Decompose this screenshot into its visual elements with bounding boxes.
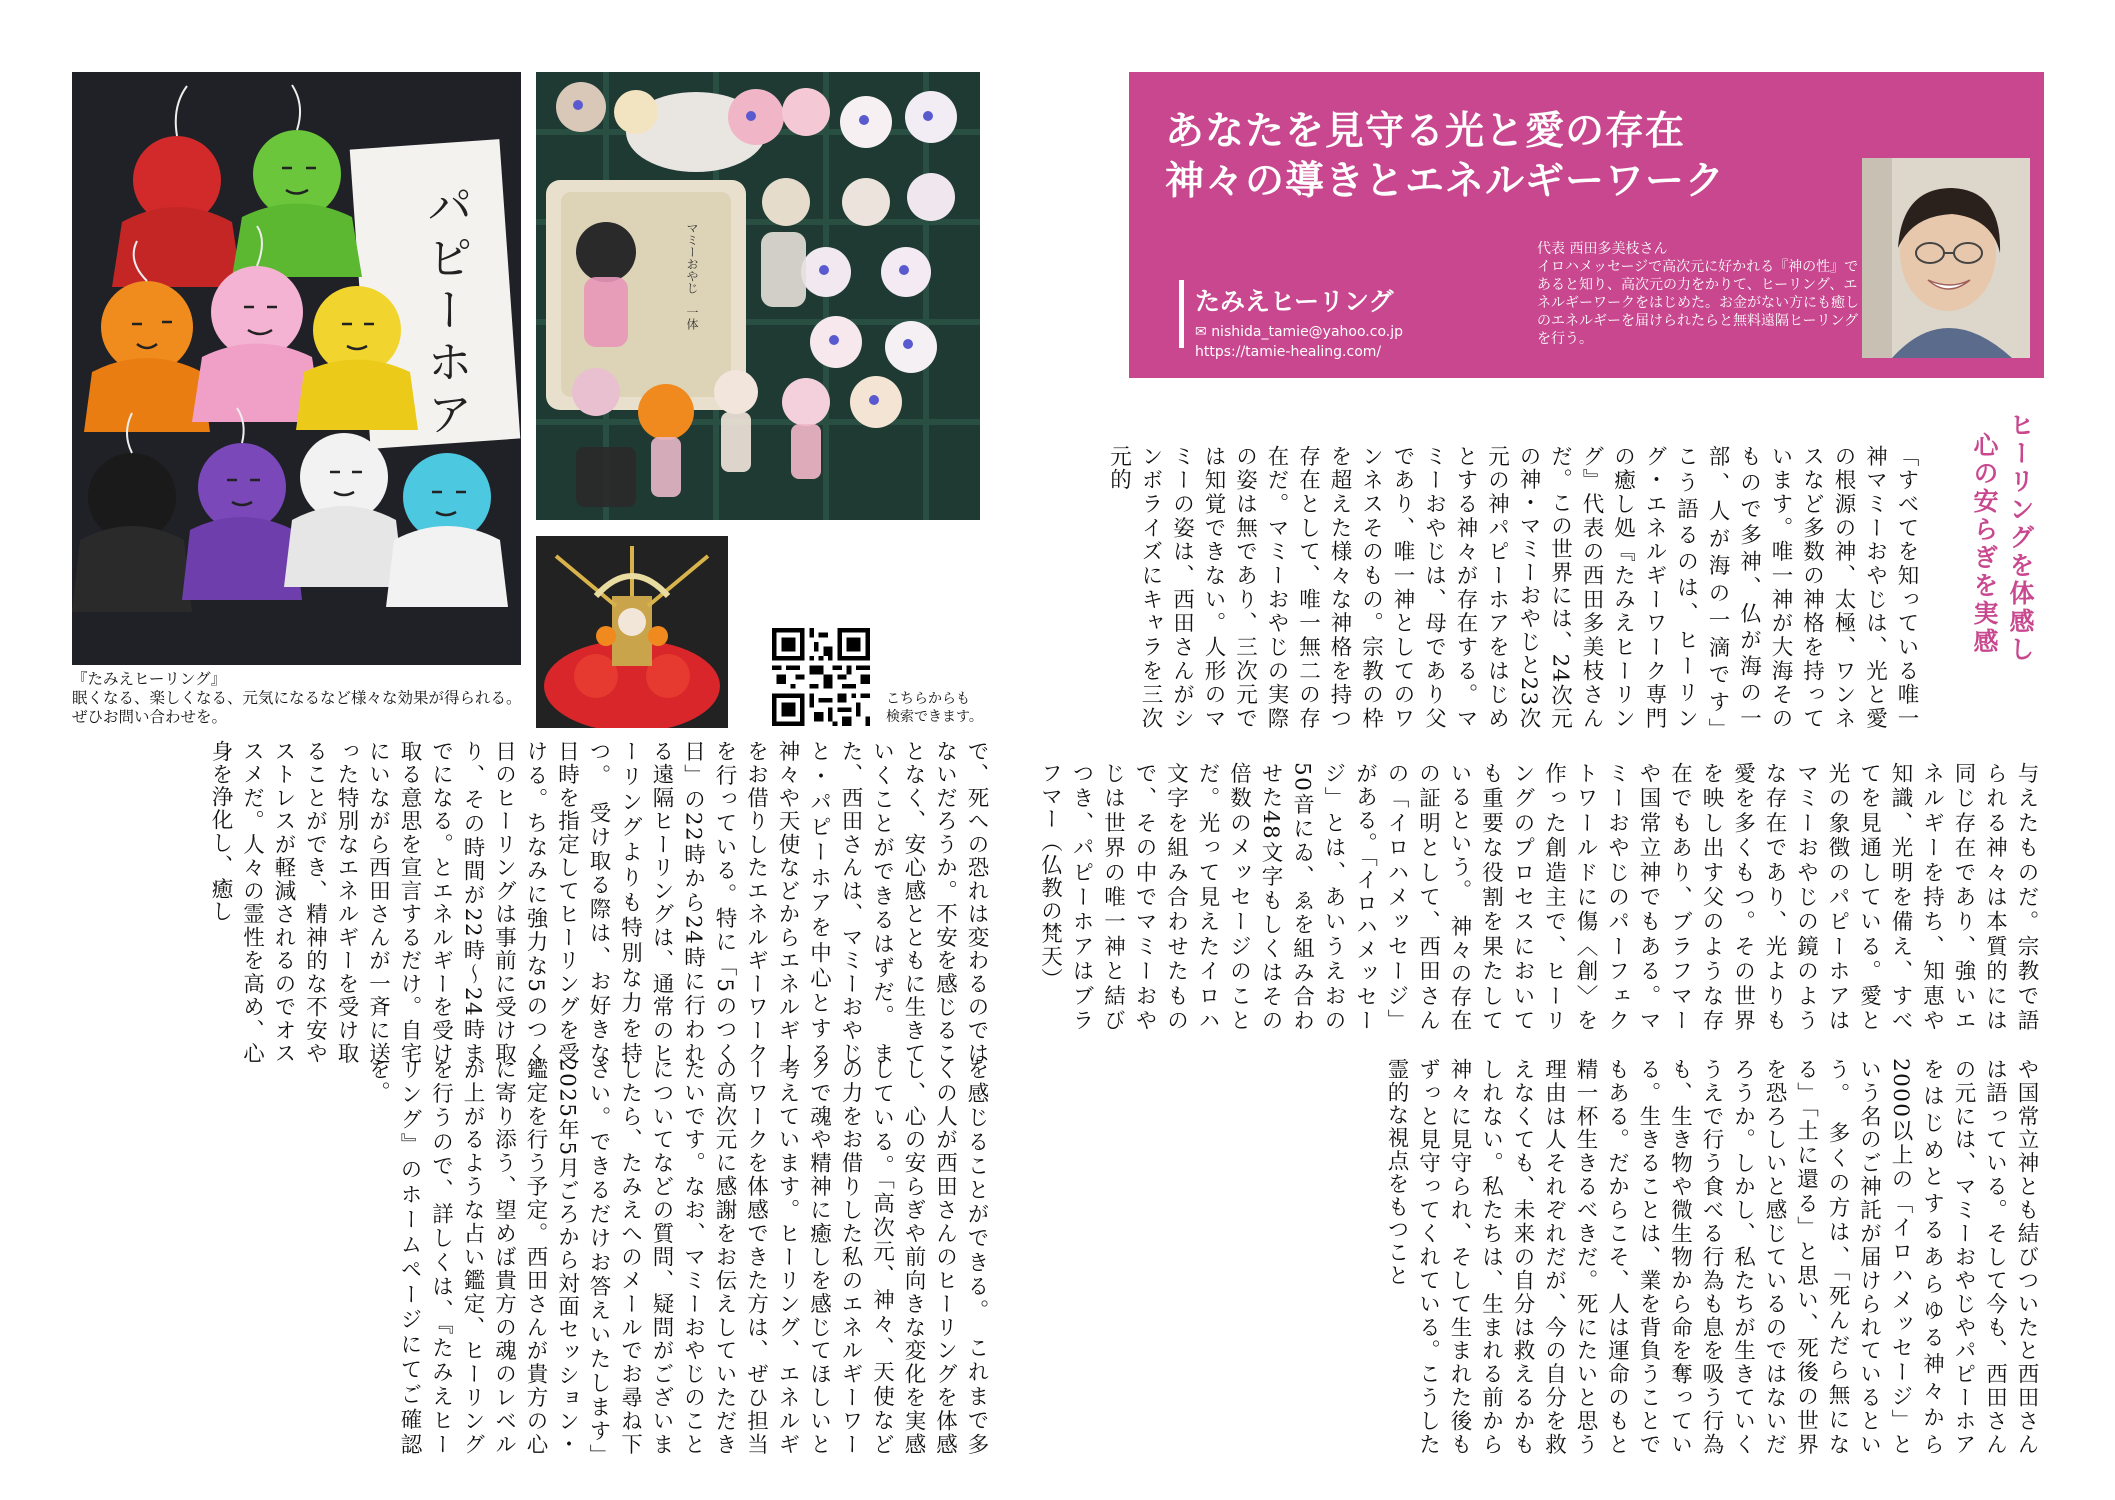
qr-note-line1: こちらからも bbox=[886, 691, 970, 707]
article-column-1: 「すべてを知っている唯一神マミーおやじは、光と愛の根源の神、太極、ワンネスなど多数の神格を持っています。唯一神が大海そのもので多神、仏が海の一部、人が海の一滴です」 こう語るのは、ヒーリング・エネルギーワーク専門の癒し処『たみえヒーリング』代表の西田多美枝さんだ。この世界には、24次元の神・マミーおやじと23次元の神パピーホアをはじめとする神々が存在する。マミーおやじは、母であり父であり、唯一神としてのワンネスそのもの。宗教の枠を超えた様々な神格を持つ存在として、唯一無二の存在だ。マミーおやじの実際の姿は無であり、三次元では知覚できない。人形のマミーの姿は、西田さんがシンボライズにキャラを三次元的 bbox=[1106, 445, 1919, 753]
headline-line1: あなたを見守る光と愛の存在 bbox=[1165, 109, 1686, 154]
photo-teru-teru-dolls bbox=[72, 72, 521, 665]
caption-title: 『たみえヒーリング』 bbox=[72, 670, 227, 688]
subheading-line2: 心の安らぎを実感 bbox=[1970, 432, 1999, 656]
qr-note bbox=[886, 690, 983, 726]
brand-accent-bar bbox=[1179, 280, 1184, 348]
crochet-illustration bbox=[536, 72, 980, 520]
qr-code[interactable] bbox=[772, 628, 870, 726]
card-text: マミーおやじ 一体 bbox=[685, 222, 699, 330]
brand-name: たみえヒーリング bbox=[1195, 287, 1394, 316]
qr-note-line2: 検索できます。 bbox=[886, 709, 983, 725]
article-column-5: を感じることができる。 これまで多くの人が西田さんのヒーリングを体感し、心の安らぎや前向きな変化を実感している。「高次元、神々、天使などの力をお借りした私のエネルギーワークで魂や精神に癒しを感じてほしいと考えています。ヒーリング、エネルギーワークを体感できた方は、ぜひ担当の高次元に感謝をお伝えしていただきたいです。なお、マミーおやじのことについてなどの質問、疑問がございましたら、たみえへのメールでお尋ね下さい。できるだけお答えいたします」 2025年5月ごろから対面セッション・鑑定を行う予定。西田さんが貴方の心に寄り添う、望めば貴方の魂のレベルが上がるような占い鑑定、ヒーリングを行うので、詳しくは、『たみえヒーリング』のホームページにてご確認を。 bbox=[365, 1058, 989, 1479]
envelope-icon: ✉ bbox=[1195, 324, 1207, 340]
photo-caption bbox=[72, 670, 542, 727]
representative-bio: イロハメッセージで高次元に好かれる『神の性』であると知り、高次元の力をかりて、ヒーリング、エネルギーワークをはじめた。お金がない方にも癒しのエネルギーを届けられたらと無料遠隔ヒーリングを行う。 bbox=[1537, 259, 1859, 347]
portrait-illustration bbox=[1862, 158, 2030, 358]
sign-text: パピーホア bbox=[420, 182, 474, 442]
email-text[interactable]: nishida_tamie@yahoo.co.jp bbox=[1211, 324, 1403, 340]
subheading-line1: ヒーリングを体感し bbox=[2006, 412, 2035, 664]
article-column-2: 与えたものだ。宗教で語られる神々は本質的には同じ存在であり、強いエネルギーを持ち、知恵や知識、光明を備え、すべてを見通している。愛と光の象徴のパピーホアはマミーおやじの鏡のような存在であり、光よりも愛を多くもつ。その世界を映し出す父のような存在でもあり、ブラフマーや国常立神でもある。マミーおやじのパーフェクトワールドに傷〈創〉を作った創造主で、ヒーリングのプロセスにおいても重要な役割を果たしているという。 神々の存在の証明として、西田さんの「イロハメッセージ」がある。「イロハメッセージ」とは、あいうえおの50音にゐ、ゑを組み合わせた48文字もしくはその倍数のメッセージのことだ。光って見えたイロハ文字を組み合わせたもので、その中でマミーおやじは世界の唯一神と結びつき、パピーホアはブラフマー（仏教の梵天） bbox=[1037, 762, 2039, 1032]
caption-line: ぜひお問い合わせを。 bbox=[72, 708, 228, 726]
photo-shrine-ornament bbox=[536, 536, 728, 728]
headline-line2: 神々の導きとエネルギーワーク bbox=[1165, 159, 1726, 204]
ornament-illustration bbox=[536, 536, 728, 728]
article-column-3: や国常立神とも結びついたと西田さんは語っている。そして今も、西田さんの元には、マミーおやじやパピーホアをはじめとするあらゆる神々から2000以上の「イロハメッセージ」という名のご神託が届けられているという。 多くの方は、「死んだら無になる」「土に還る」と思い、死後の世界を恐ろしいと感じているのではないだろうか。しかし、私たちが生きていくうえで行う食べる行為も息を吸う行為も、生き物や微生物から命を奪っている。生きることは、業を背負うことでもある。だからこそ、人は運命のもと精一杯生きるべきだ。死にたいと思う理由は人それぞれだが、今の自分を救えなくても、未来の自分は救えるかもしれない。私たちは、生まれる前から神々に見守られ、そして生まれた後もずっと見守ってくれている。こうした霊的な視点をもつこと bbox=[1384, 1058, 2039, 1456]
representative-name: 代表 西田多美枝さん bbox=[1537, 241, 1668, 257]
photo-crochet-dolls bbox=[536, 72, 980, 520]
caption-line: 眠くなる、楽しくなる、元気になるなど様々な効果が得られる。 bbox=[72, 689, 522, 707]
portrait-photo bbox=[1862, 158, 2030, 358]
brand-email[interactable] bbox=[1195, 324, 1403, 340]
header-banner bbox=[1129, 72, 2044, 378]
article-column-4: で、死への恐れは変わるのではないだろうか。不安を感じることなく、安心感とともに生きていくことができるはずだ。 また、西田さんは、マミーおやじと・パピーホアを中心とする神々や天使などからエネルギーをお借りしたエネルギーワークを行っている。特に「5のつく日」の22時から24時に行われる遠隔ヒーリングは、通常のヒーリングよりも特別な力を持つ。 受け取る際は、お好きな日時を指定してヒーリングを受ける。ちなみに強力な5のつく日のヒーリングは事前に受け取り、その時間が22時～24時までになる。とエネルギーを受け取る意思を宣言するだけ。自宅にいながら西田さんが一斉に送った特別なエネルギーを受け取ることができ、精神的な不安やストレスが軽減されるのでオススメだ。人々の霊性を高め、心身を浄化し、癒し bbox=[208, 740, 989, 1065]
brand-url[interactable]: https://tamie-healing.com/ bbox=[1195, 344, 1382, 360]
